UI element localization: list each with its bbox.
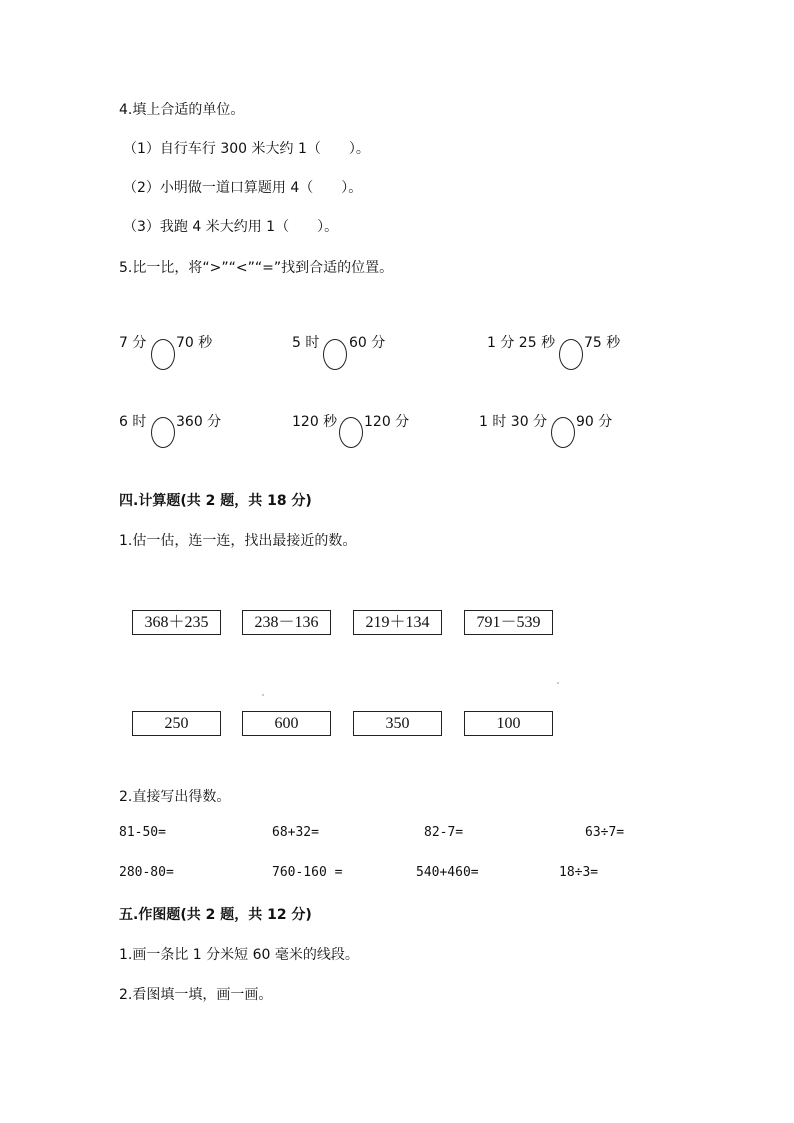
compare-left: 6 时 (119, 414, 147, 430)
answer-oval[interactable] (151, 339, 175, 370)
compare-left: 1 时 30 分 (479, 414, 548, 430)
expression-box[interactable]: 219＋134 (353, 610, 442, 635)
direct-calc-title: 2.直接写出得数。 (119, 789, 231, 805)
q4-item-1: （1）自行车行 300 米大约 1（ ）。 (123, 141, 370, 157)
compare-left: 1 分 25 秒 (487, 335, 556, 351)
compare-left: 120 秒 (292, 414, 338, 430)
expression-box[interactable]: 238－136 (242, 610, 331, 635)
draw-line-question: 1.画一条比 1 分米短 60 毫米的线段。 (119, 947, 359, 963)
calc-item: 540+460= (416, 865, 479, 880)
answer-box[interactable]: 600 (242, 711, 331, 736)
calc-item: 68+32= (272, 825, 319, 840)
estimate-question-title: 1.估一估，连一连，找出最接近的数。 (119, 533, 357, 549)
q4-title: 4.填上合适的单位。 (119, 102, 245, 118)
expression-box[interactable]: 791－539 (464, 610, 553, 635)
calc-item: 81-50= (119, 825, 166, 840)
compare-left: 5 时 (292, 335, 320, 351)
answer-box[interactable]: 100 (464, 711, 553, 736)
section-4-title: 四.计算题(共 2 题，共 18 分) (119, 493, 312, 509)
compare-right: 120 分 (364, 414, 410, 430)
q5-title: 5.比一比，将“>”“<”“=”找到合适的位置。 (119, 260, 394, 276)
compare-left: 7 分 (119, 335, 147, 351)
faint-dot (557, 682, 559, 684)
calc-item: 82-7= (424, 825, 464, 840)
answer-box[interactable]: 350 (353, 711, 442, 736)
compare-right: 90 分 (576, 414, 613, 430)
answer-oval[interactable] (151, 417, 175, 448)
answer-box[interactable]: 250 (132, 711, 221, 736)
q4-item-3: （3）我跑 4 米大约用 1（ ）。 (123, 219, 339, 235)
compare-right: 75 秒 (584, 335, 621, 351)
fill-and-draw-question: 2.看图填一填，画一画。 (119, 987, 273, 1003)
compare-right: 360 分 (176, 414, 222, 430)
compare-right: 70 秒 (176, 335, 213, 351)
calc-item: 760-160 = (272, 865, 343, 880)
expression-box[interactable]: 368＋235 (132, 610, 221, 635)
compare-right: 60 分 (349, 335, 386, 351)
answer-oval[interactable] (339, 417, 363, 448)
answer-oval[interactable] (559, 339, 583, 370)
answer-oval[interactable] (551, 417, 575, 448)
answer-oval[interactable] (323, 339, 347, 370)
calc-item: 18÷3= (559, 865, 599, 880)
calc-item: 280-80= (119, 865, 174, 880)
faint-dot (262, 694, 264, 696)
section-5-title: 五.作图题(共 2 题，共 12 分) (119, 907, 312, 923)
q4-item-2: （2）小明做一道口算题用 4（ ）。 (123, 180, 363, 196)
calc-item: 63÷7= (585, 825, 625, 840)
